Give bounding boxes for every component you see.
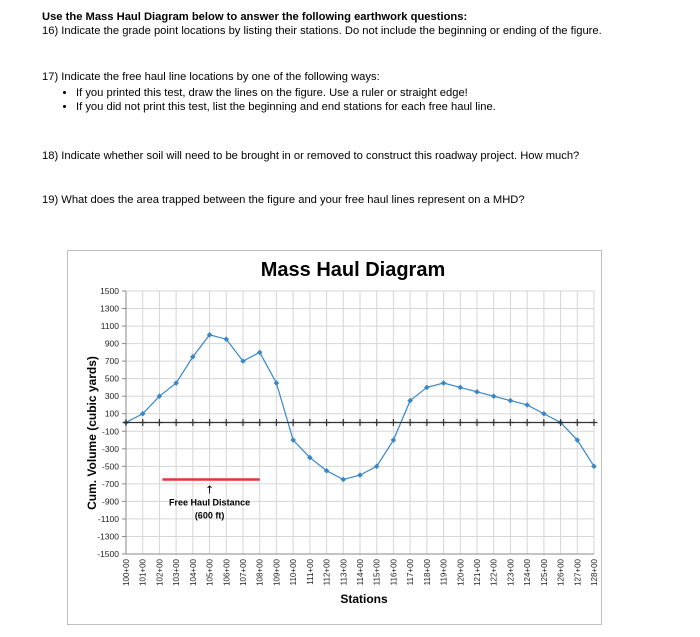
data-point <box>457 385 463 391</box>
x-tick-label: 110+00 <box>289 559 299 586</box>
question-16: 16) Indicate the grade point locations by listing their stations. Do not include the beginning or ending of the figure. <box>42 25 602 37</box>
up-arrow-icon: ↑ <box>204 483 215 497</box>
balance-point <box>173 419 180 426</box>
x-tick-label: 116+00 <box>389 559 399 586</box>
question-19: 19) What does the area trapped between the figure and your free haul lines represent on a MHD? <box>42 194 525 206</box>
balance-point <box>240 419 247 426</box>
balance-point <box>490 419 497 426</box>
x-tick-label: 128+00 <box>590 559 599 586</box>
x-tick-label: 102+00 <box>155 559 165 586</box>
x-tick-label: 103+00 <box>172 559 182 586</box>
balance-point <box>507 419 514 426</box>
balance-point <box>591 419 598 426</box>
balance-point <box>123 419 130 426</box>
y-tick-label: 900 <box>104 338 119 349</box>
x-tick-label: 117+00 <box>406 559 416 586</box>
balance-point <box>574 419 581 426</box>
balance-point <box>256 419 263 426</box>
x-tick-label: 105+00 <box>205 559 215 586</box>
y-tick-label: 1500 <box>100 286 119 296</box>
x-tick-label: 121+00 <box>473 559 482 586</box>
data-point <box>524 402 530 408</box>
x-tick-label: 122+00 <box>489 559 499 586</box>
balance-point <box>273 419 280 426</box>
data-point <box>274 380 280 386</box>
balance-point <box>423 419 430 426</box>
x-tick-label: 111+00 <box>305 559 315 585</box>
axis-layer <box>97 286 599 586</box>
balance-point <box>407 419 414 426</box>
x-tick-label: 112+00 <box>322 559 332 586</box>
y-tick-label: 300 <box>104 391 119 402</box>
balance-point <box>457 419 464 426</box>
y-tick-label: 100 <box>104 408 119 419</box>
balance-point <box>340 419 347 426</box>
y-tick-label: -1100 <box>97 513 119 524</box>
balance-point <box>373 419 380 426</box>
y-tick-label: -100 <box>101 426 119 437</box>
free-haul-distance: (600 ft) <box>194 510 225 521</box>
data-point <box>257 350 263 356</box>
x-tick-label: 101+00 <box>138 559 148 586</box>
chart-title: Mass Haul Diagram <box>260 259 446 281</box>
data-point <box>441 380 447 386</box>
balance-point <box>189 419 196 426</box>
y-tick-label: 1300 <box>100 303 119 314</box>
y-tick-label: -1300 <box>97 531 119 542</box>
x-tick-label: 127+00 <box>573 559 583 586</box>
y-tick-label: -700 <box>101 478 119 489</box>
balance-point <box>156 419 163 426</box>
annotation-layer <box>162 479 259 520</box>
y-tick-label: -1500 <box>97 549 119 559</box>
balance-point <box>474 419 481 426</box>
data-point <box>340 477 346 483</box>
x-tick-label: 123+00 <box>506 559 516 586</box>
data-point <box>357 472 363 478</box>
question-18: 18) Indicate whether soil will need to be brought in or removed to construct this roadway project. How much? <box>42 150 580 162</box>
y-tick-label: -300 <box>101 443 119 454</box>
x-tick-label: 109+00 <box>272 559 282 586</box>
data-point <box>374 464 380 470</box>
x-tick-label: 126+00 <box>556 559 566 586</box>
data-point <box>391 437 397 443</box>
data-point <box>474 389 480 395</box>
data-point <box>508 398 514 404</box>
x-tick-label: 125+00 <box>539 559 549 586</box>
data-point <box>591 464 597 470</box>
balance-point <box>306 419 313 426</box>
x-tick-label: 107+00 <box>239 559 248 586</box>
question-17-bullets <box>42 86 496 114</box>
free-haul-label: Free Haul Distance <box>169 497 251 508</box>
bullet-item: • If you printed this test, draw the lines on the figure. Use a ruler or straight edge! <box>76 86 496 100</box>
y-tick-label: 700 <box>104 356 119 367</box>
y-tick-label: -900 <box>101 496 119 507</box>
balance-point <box>357 419 364 426</box>
chart-frame <box>67 250 602 625</box>
balance-point <box>323 419 330 426</box>
x-tick-label: 106+00 <box>222 559 232 586</box>
x-tick-label: 118+00 <box>422 559 432 586</box>
x-tick-label: 113+00 <box>339 559 349 586</box>
data-point <box>491 393 497 399</box>
balance-point <box>206 419 213 426</box>
balance-point <box>524 419 531 426</box>
x-tick-label: 119+00 <box>439 559 449 586</box>
x-tick-label: 115+00 <box>372 559 382 586</box>
balance-point <box>390 419 397 426</box>
y-tick-label: -500 <box>101 461 119 472</box>
y-tick-label: 500 <box>104 373 119 384</box>
question-17: 17) Indicate the free haul line locations by one of the following ways: <box>42 71 380 83</box>
question-17-block <box>42 70 496 114</box>
x-axis-label: Stations <box>340 592 388 606</box>
x-tick-label: 124+00 <box>523 559 533 586</box>
y-axis-label: Cum. Volume (cubic yards) <box>85 356 99 510</box>
balance-point <box>440 419 447 426</box>
mass-haul-chart <box>68 251 603 626</box>
x-tick-label: 120+00 <box>456 559 466 586</box>
x-tick-label: 100+00 <box>122 559 131 586</box>
page-title: Use the Mass Haul Diagram below to answer the following earthwork questions: <box>42 11 468 23</box>
balance-point <box>540 419 547 426</box>
data-point <box>541 411 547 417</box>
y-tick-label: 1100 <box>100 321 119 332</box>
x-tick-label: 108+00 <box>255 559 265 586</box>
balance-point <box>290 419 297 426</box>
balance-point <box>139 419 146 426</box>
x-tick-label: 104+00 <box>188 559 198 586</box>
balance-point <box>223 419 230 426</box>
bullet-item: • If you did not print this test, list the beginning and end stations for each free haul line. <box>76 100 496 114</box>
header-block <box>42 10 602 38</box>
x-tick-label: 114+00 <box>356 559 365 586</box>
